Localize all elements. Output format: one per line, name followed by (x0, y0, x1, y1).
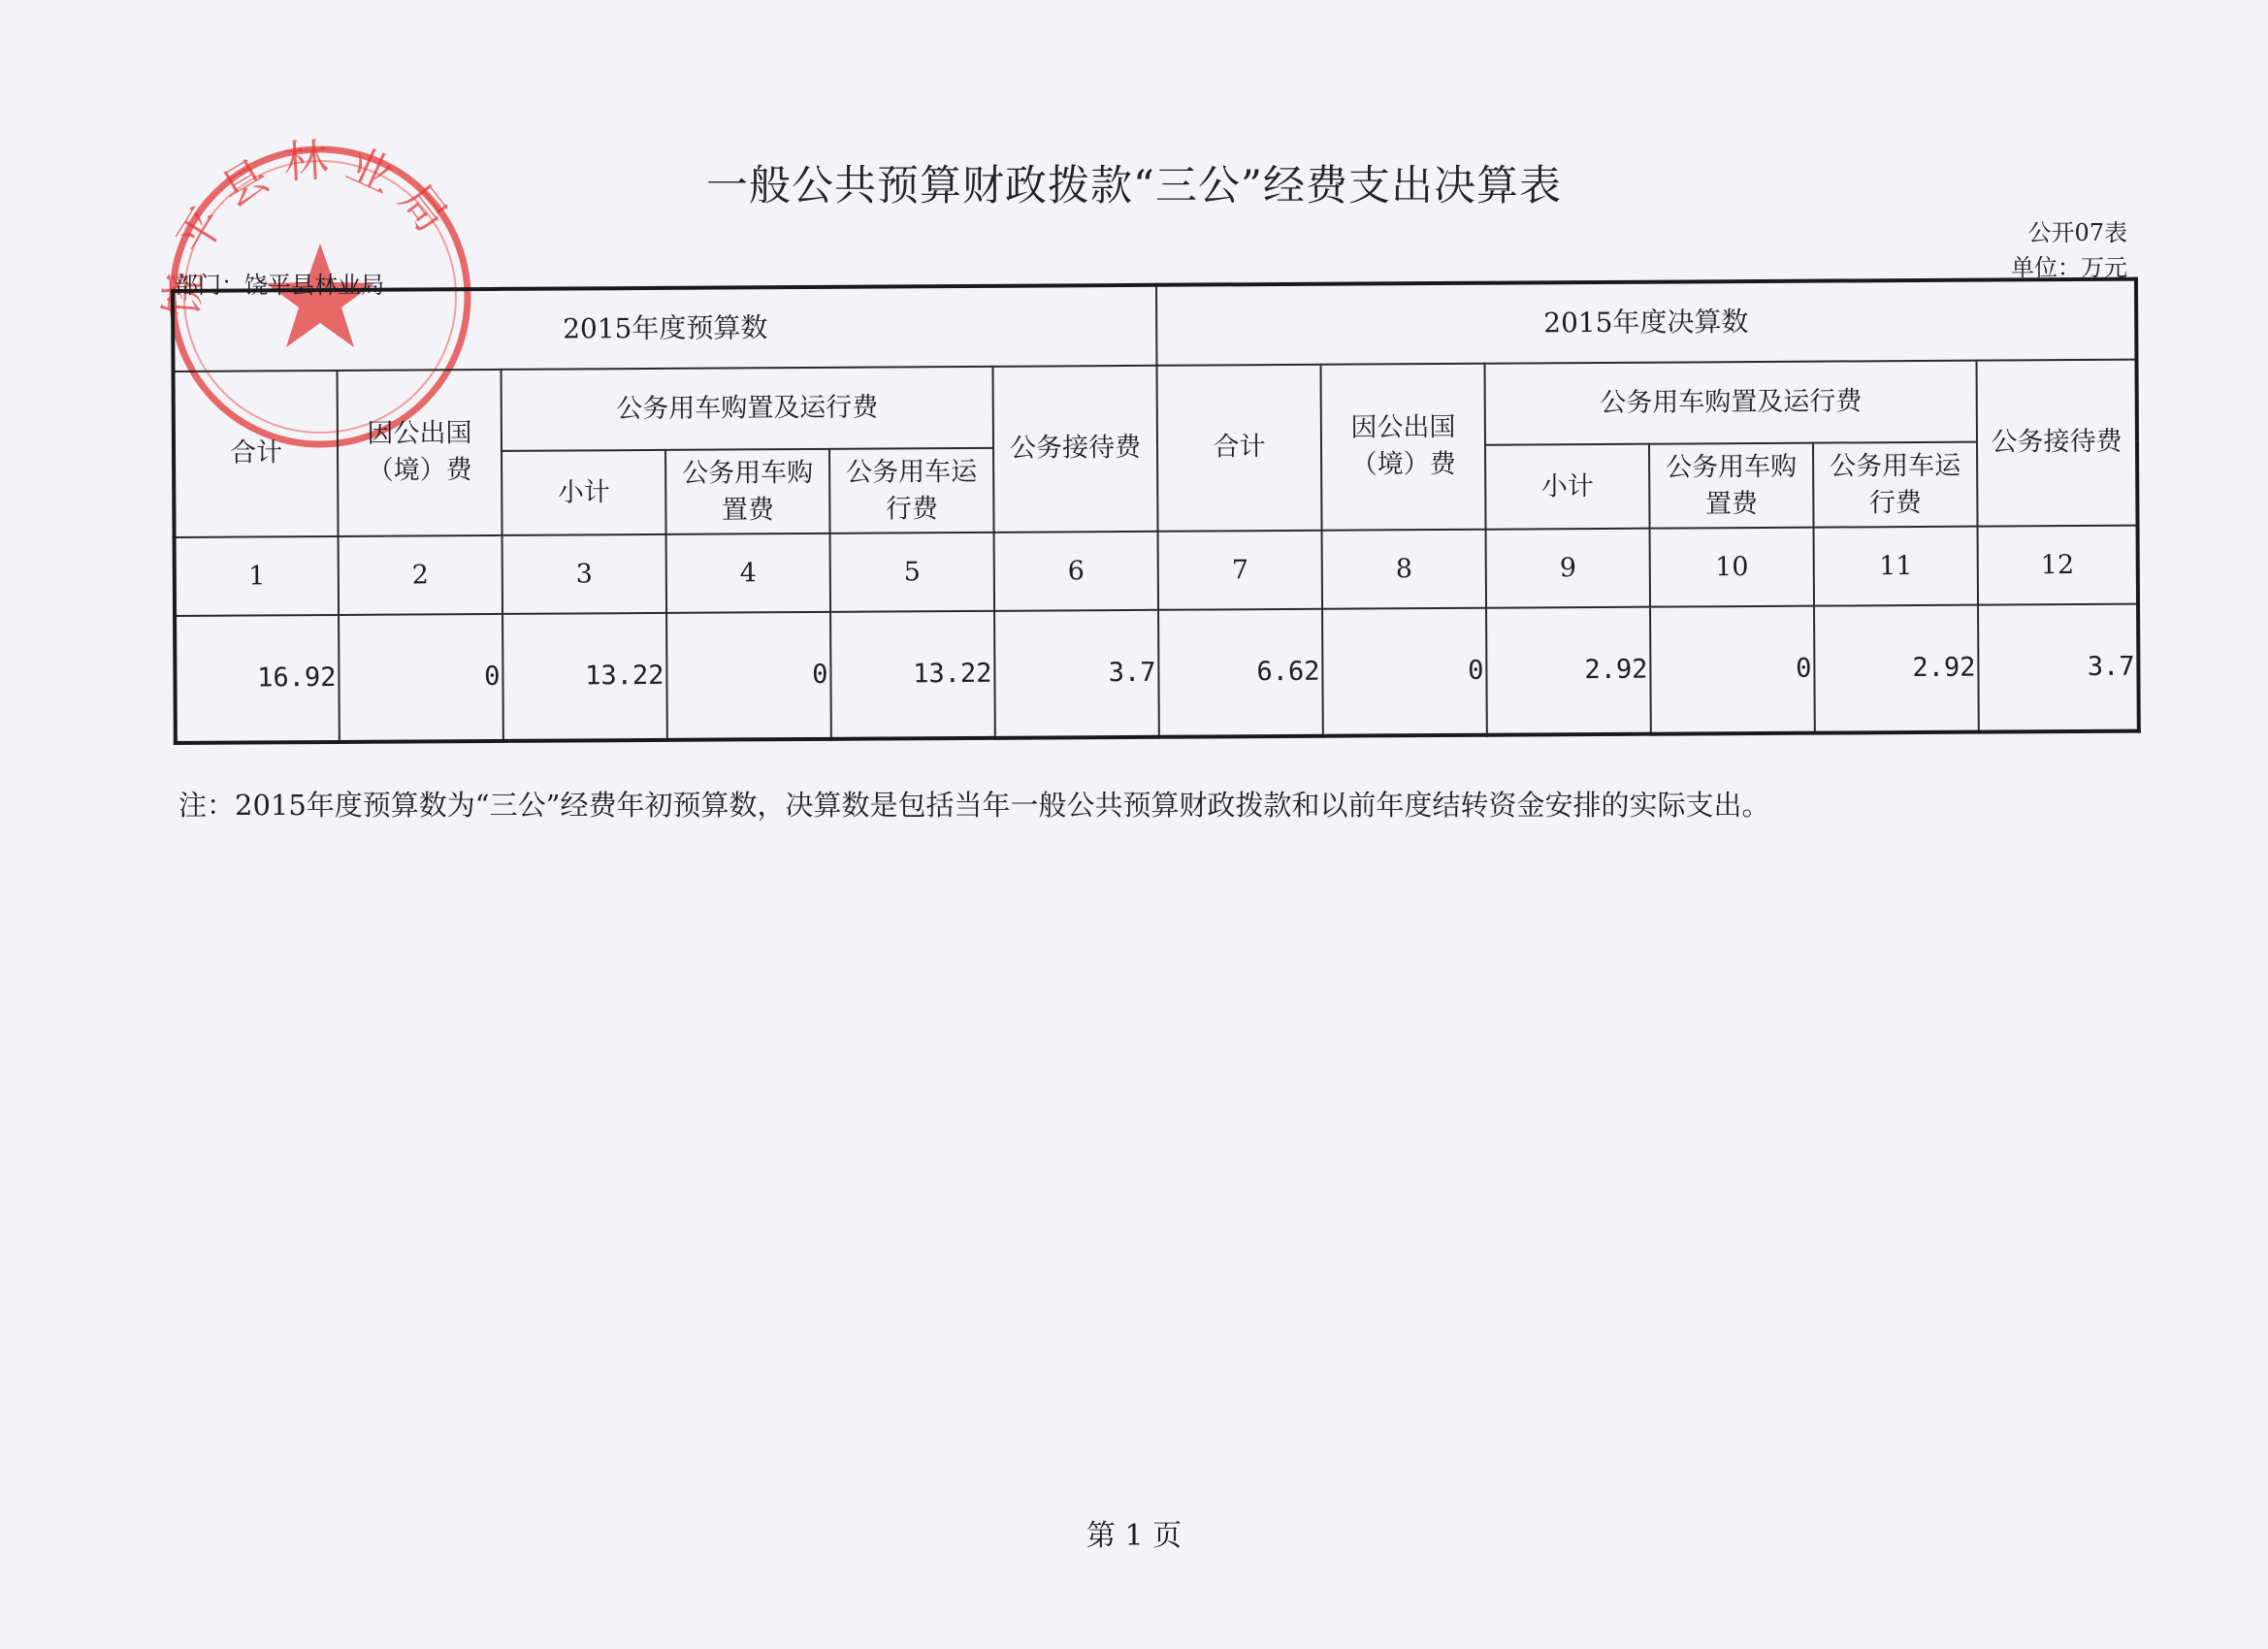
department-label: 部门：饶平县林业局 (175, 272, 384, 299)
value-cell: 2.92 (1814, 604, 1979, 732)
group-final-header: 2015年度决算数 (1156, 279, 2137, 366)
group-budget-header: 2015年度预算数 (173, 285, 1157, 372)
page-title: 一般公共预算财政拨款“三公”经费支出决算表 (706, 162, 1562, 210)
header-subtotal-final: 小计 (1485, 444, 1650, 530)
group-header-row (173, 279, 2137, 372)
col-number: 12 (1978, 526, 2139, 605)
value-cell: 6.62 (1158, 609, 1323, 737)
value-cell: 2.92 (1486, 607, 1651, 735)
col-number: 5 (830, 533, 994, 612)
header-vehicle-final: 公务用车购置及运行费 (1485, 360, 1978, 445)
value-cell: 13.22 (830, 611, 995, 739)
expense-table (171, 277, 2141, 745)
value-cell: 0 (1322, 608, 1487, 736)
header-operation-final: 公务用车运行费 (1813, 442, 1978, 528)
unit-label: 单位：万元 (2011, 254, 2127, 281)
col-number: 8 (1322, 530, 1486, 609)
col-number: 1 (175, 536, 339, 616)
table-row (175, 603, 2139, 743)
value-cell: 3.7 (994, 610, 1159, 738)
col-number: 3 (502, 534, 666, 614)
table-note: 注：2015年度预算数为“三公”经费年初预算数，决算数是包括当年一般公共预算财政拨款和以前年度结转资金安排的实际支出。 (178, 789, 1770, 822)
col-number: 4 (666, 534, 830, 613)
value-cell: 13.22 (502, 613, 667, 741)
value-cell: 0 (339, 614, 503, 742)
col-number: 9 (1486, 529, 1650, 608)
col-number: 2 (339, 535, 502, 615)
header-row-1 (174, 359, 2138, 453)
header-purchase-final: 公务用车购置费 (1649, 443, 1814, 529)
col-number: 7 (1158, 531, 1322, 610)
header-abroad-final: 因公出国（境）费 (1321, 363, 1486, 530)
header-subtotal: 小计 (502, 450, 666, 535)
page-number: 第 1 页 (1085, 1519, 1183, 1553)
header-operation: 公务用车运行费 (829, 448, 994, 534)
header-reception-final: 公务接待费 (1977, 359, 2138, 526)
header-purchase: 公务用车购置费 (665, 449, 830, 534)
value-cell: 3.7 (1978, 603, 2139, 731)
header-abroad: 因公出国（境）费 (338, 370, 502, 536)
value-cell: 16.92 (175, 615, 340, 743)
form-number: 公开07表 (2027, 219, 2127, 246)
value-cell: 0 (1650, 606, 1815, 734)
col-number: 11 (1814, 527, 1978, 606)
header-total-final: 合计 (1157, 364, 1322, 531)
value-cell: 0 (666, 612, 831, 740)
col-number: 6 (994, 532, 1159, 611)
col-number: 10 (1650, 528, 1814, 607)
header-total: 合计 (174, 371, 339, 537)
header-vehicle: 公务用车购置及运行费 (502, 367, 994, 452)
column-number-row (175, 526, 2139, 616)
header-reception: 公务接待费 (993, 365, 1158, 532)
svg-text:饶平县林业局: 饶平县林业局 (155, 133, 467, 318)
